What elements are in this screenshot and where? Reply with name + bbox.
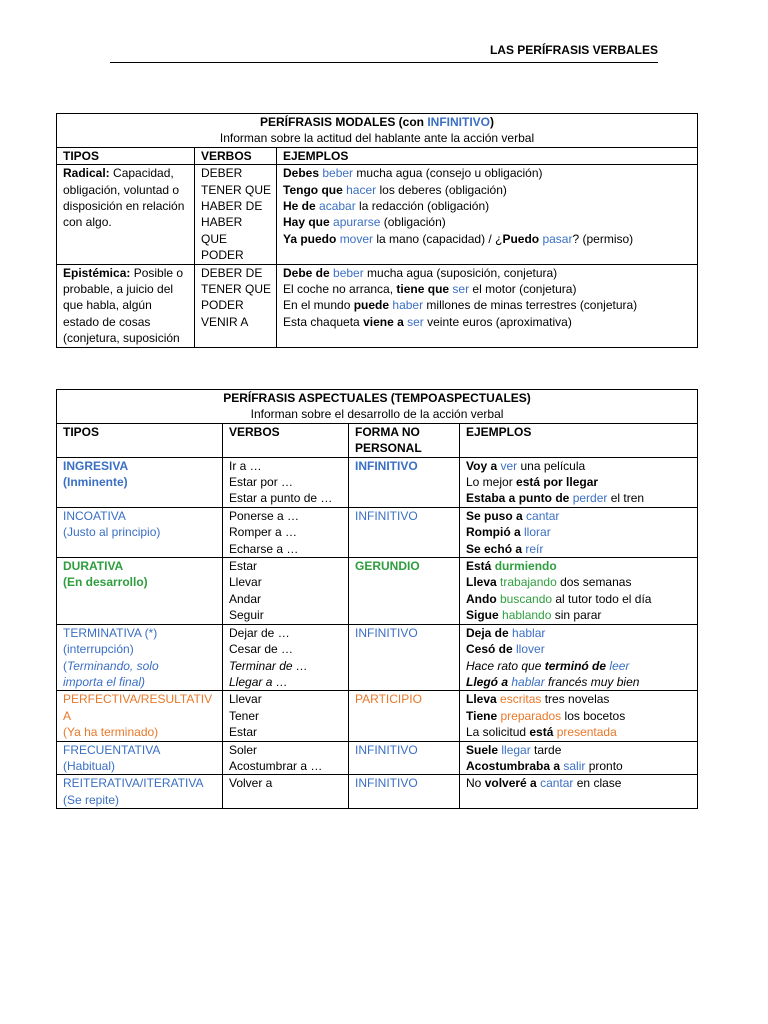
text-segment: Cesó de <box>466 642 517 657</box>
cell-line <box>229 591 342 607</box>
aspect-ejemplos-cell <box>460 741 698 775</box>
text-segment: cantar <box>526 508 560 523</box>
aspect-verbos-cell <box>223 558 349 625</box>
text-segment: tarde <box>530 742 562 757</box>
cell-line <box>229 691 342 707</box>
cell-line <box>229 558 342 574</box>
text-segment: Está <box>466 559 495 574</box>
text-segment: beber <box>322 166 354 181</box>
aspect-row-durativa <box>57 558 698 625</box>
aspect-header-verbos: VERBOS <box>223 423 349 457</box>
text-segment: los bocetos <box>561 708 626 723</box>
text-segment: la mano (capacidad) / ¿ <box>373 231 503 246</box>
text-segment: TERMINATIVA (*) <box>63 625 158 640</box>
text-segment: al tutor todo el día <box>552 591 652 606</box>
text-segment: FRECUENTATIVA <box>63 742 161 757</box>
text-segment: Debe de <box>283 265 334 280</box>
cell-line <box>63 742 216 758</box>
text-segment: pronto <box>585 758 623 773</box>
aspect-tipo-cell <box>57 457 223 507</box>
text-segment: el tren <box>607 491 645 506</box>
document-title: LAS PERÍFRASIS VERBALES <box>489 43 658 57</box>
modal-title-highlight: INFINITIVO <box>427 115 491 129</box>
aspectual-periphrasis-table <box>56 389 698 809</box>
text-segment: escritas <box>500 692 542 707</box>
text-segment: Ir a … <box>229 458 262 473</box>
aspect-row-ingresiva <box>57 457 698 507</box>
cell-line <box>466 691 691 707</box>
cell-line <box>283 182 691 198</box>
text-segment: preparados <box>500 708 562 723</box>
text-segment: Estaba a punto de <box>466 491 573 506</box>
cell-line <box>283 214 691 230</box>
text-segment: (interrupción) <box>63 642 134 657</box>
cell-line <box>466 490 691 506</box>
modal-subtitle: Informan sobre la actitud del hablante ante la acción verbal <box>219 131 535 146</box>
text-segment: ser <box>452 282 470 297</box>
text-segment: pasar <box>542 231 573 246</box>
aspect-body <box>57 457 698 809</box>
text-segment: Lo mejor <box>466 475 517 490</box>
text-segment: en clase <box>573 776 622 791</box>
text-segment: está por llegar <box>516 475 599 490</box>
cell-line <box>229 574 342 590</box>
text-segment: acabar <box>319 199 356 214</box>
modal-ejemplos-cell <box>277 264 698 347</box>
cell-line <box>229 458 342 474</box>
cell-line <box>466 758 691 774</box>
aspect-row-terminativa <box>57 624 698 691</box>
aspect-subtitle: Informan sobre el desarrollo de la acción verbal <box>250 407 504 422</box>
cell-line <box>63 474 216 490</box>
aspect-title-row <box>57 390 698 424</box>
text-segment: importa el final) <box>63 674 146 689</box>
text-segment: Llegar a … <box>229 674 288 689</box>
verb-item: TENER QUE <box>201 282 272 297</box>
text-segment: el motor (conjetura) <box>469 282 577 297</box>
text-segment: Suele <box>466 742 502 757</box>
text-segment: Estar por … <box>229 475 294 490</box>
cell-line <box>229 490 342 506</box>
cell-line <box>283 231 691 247</box>
modal-tipo-text: Posible o probable, a juicio del que habla, algún estado de cosas (conjetura, suposición <box>63 265 184 346</box>
text-segment: dos semanas <box>556 575 632 590</box>
text-segment: (obligación) <box>380 215 446 230</box>
modal-row-radical <box>57 165 698 264</box>
cell-line <box>229 625 342 641</box>
text-segment: hacer <box>346 182 377 197</box>
aspect-title-cell <box>57 390 698 424</box>
verb-item: PODER <box>201 248 244 263</box>
text-segment: una película <box>517 458 586 473</box>
text-segment: Ponerse a … <box>229 508 300 523</box>
cell-line <box>63 691 216 707</box>
text-segment: hablar <box>511 674 545 689</box>
cell-line <box>63 758 216 774</box>
text-segment: tres novelas <box>541 692 610 707</box>
text-segment: Dejar de … <box>229 625 290 640</box>
text-segment: perder <box>572 491 608 506</box>
cell-line <box>229 607 342 623</box>
verb-item: QUE <box>201 231 228 246</box>
cell-line <box>466 742 691 758</box>
text-segment: puede <box>353 298 393 313</box>
aspect-row-reiterativa <box>57 775 698 809</box>
text-segment: Estar <box>229 559 258 574</box>
text-segment: En el mundo <box>283 298 354 313</box>
modal-ejemplos-cell <box>277 165 698 264</box>
text-segment: mucha agua (consejo u obligación) <box>353 166 543 181</box>
text-segment: leer <box>609 658 630 673</box>
aspect-row-incoativa <box>57 507 698 557</box>
cell-line <box>466 508 691 524</box>
text-segment: reír <box>525 541 544 556</box>
aspect-ejemplos-cell <box>460 507 698 557</box>
text-segment: haber <box>392 298 424 313</box>
cell-line <box>283 297 691 313</box>
aspect-header-ejemplos: EJEMPLOS <box>460 423 698 457</box>
cell-line <box>63 658 216 674</box>
cell-line <box>466 558 691 574</box>
text-segment: buscando <box>500 591 553 606</box>
cell-line <box>466 641 691 657</box>
text-segment: Acostumbraba a <box>466 758 564 773</box>
modal-tipo-text: Capacidad, obligación, voluntad o disposición en relación con algo. <box>63 166 185 230</box>
cell-line <box>63 775 216 791</box>
aspect-tipo-cell <box>57 624 223 691</box>
cell-line <box>229 775 342 791</box>
text-segment: (Ya ha terminado) <box>63 725 159 740</box>
text-segment: INFINITIVO <box>355 458 418 473</box>
cell-line <box>466 625 691 641</box>
cell-line <box>229 742 342 758</box>
modal-verbos-cell <box>195 264 277 347</box>
aspect-ejemplos-cell <box>460 691 698 741</box>
aspect-verbos-cell <box>223 775 349 809</box>
modal-title-cell <box>57 114 698 148</box>
text-segment: viene a <box>363 314 408 329</box>
modal-row-epistemica <box>57 264 698 347</box>
aspect-tipo-cell <box>57 775 223 809</box>
modal-header-tipos: TIPOS <box>57 147 195 164</box>
text-segment: veinte euros (aproximativa) <box>423 314 572 329</box>
text-segment: Puedo <box>502 231 543 246</box>
text-segment: (Habitual) <box>63 758 116 773</box>
text-segment: PARTICIPIO <box>355 692 422 707</box>
text-segment: Rompió a <box>466 525 525 540</box>
text-segment: Tengo que <box>283 182 347 197</box>
text-segment: llover <box>516 642 545 657</box>
cell-line <box>466 607 691 623</box>
modal-tipo-cell <box>57 165 195 264</box>
text-segment: Terminando, solo <box>67 658 159 673</box>
cell-line <box>229 541 342 557</box>
text-segment: Se echó a <box>466 541 526 556</box>
text-segment: He de <box>283 199 320 214</box>
aspect-forma-cell <box>349 558 460 625</box>
text-segment: durmiendo <box>494 559 557 574</box>
cell-line <box>466 474 691 490</box>
aspect-ejemplos-cell <box>460 775 698 809</box>
text-segment: hablar <box>512 625 546 640</box>
cell-line <box>229 508 342 524</box>
aspect-forma-cell <box>349 507 460 557</box>
text-segment: Soler <box>229 742 258 757</box>
cell-line <box>63 724 216 740</box>
cell-line <box>466 724 691 740</box>
text-segment: Llevar <box>229 575 262 590</box>
text-segment: GERUNDIO <box>355 559 420 574</box>
aspect-row-perfectiva <box>57 691 698 741</box>
cell-line <box>63 458 216 474</box>
aspect-ejemplos-cell <box>460 624 698 691</box>
aspect-header-tipos: TIPOS <box>57 423 223 457</box>
text-segment: Acostumbrar a … <box>229 758 323 773</box>
aspect-tipo-cell <box>57 558 223 625</box>
modal-header-ejemplos: EJEMPLOS <box>277 147 698 164</box>
aspect-header-forma: FORMA NO PERSONAL <box>349 423 460 457</box>
text-segment: Romper a … <box>229 525 298 540</box>
text-segment: Terminar de … <box>229 658 308 673</box>
text-segment: mucha agua (suposición, conjetura) <box>363 265 558 280</box>
cell-line <box>63 524 216 540</box>
text-segment: Estar <box>229 725 258 740</box>
cell-line <box>466 541 691 557</box>
text-segment: Esta chaqueta <box>283 314 364 329</box>
text-segment: (En desarrollo) <box>63 575 148 590</box>
cell-line <box>466 674 691 690</box>
verb-item: HABER DE <box>201 199 263 214</box>
text-segment: la redacción (obligación) <box>355 199 490 214</box>
cell-line <box>283 198 691 214</box>
aspect-header-row <box>57 423 698 457</box>
cell-line <box>229 474 342 490</box>
aspect-row-frecuentativa <box>57 741 698 775</box>
cell-line <box>283 314 691 330</box>
cell-line <box>63 792 216 808</box>
text-segment: INCOATIVA <box>63 508 126 523</box>
text-segment: A <box>63 708 72 723</box>
text-segment: Se puso a <box>466 508 527 523</box>
text-segment: apurarse <box>333 215 381 230</box>
aspect-verbos-cell <box>223 507 349 557</box>
aspect-verbos-cell <box>223 691 349 741</box>
text-segment: (Justo al principio) <box>63 525 161 540</box>
cell-line <box>466 775 691 791</box>
aspect-verbos-cell <box>223 741 349 775</box>
modal-verbos-cell <box>195 165 277 264</box>
text-segment: beber <box>333 265 364 280</box>
aspect-title: PERÍFRASIS ASPECTUALES (TEMPOASPECTUALES) <box>223 391 531 405</box>
text-segment: ? (permiso) <box>572 231 634 246</box>
text-segment: El coche no arranca, <box>283 282 397 297</box>
text-segment: volveré a <box>484 776 541 791</box>
text-segment: millones de minas terrestres (conjetura) <box>423 298 638 313</box>
text-segment: cantar <box>540 776 574 791</box>
verb-item: DEBER DE <box>201 265 263 280</box>
text-segment: terminó de <box>544 658 610 673</box>
aspect-forma-cell <box>349 691 460 741</box>
text-segment: REITERATIVA/ITERATIVA <box>63 776 204 791</box>
text-segment: Lleva <box>466 575 501 590</box>
text-segment: Seguir <box>229 608 264 623</box>
text-segment: PERFECTIVA/RESULTATIV <box>63 692 213 707</box>
text-segment: INGRESIVA <box>63 458 129 473</box>
verb-item: PODER <box>201 298 244 313</box>
cell-line <box>466 658 691 674</box>
modal-header-verbos: VERBOS <box>195 147 277 164</box>
modal-tipo-label: Radical: <box>63 166 110 181</box>
text-segment: INFINITIVO <box>355 776 418 791</box>
text-segment: sin parar <box>551 608 602 623</box>
text-segment: está <box>529 725 557 740</box>
cell-line <box>229 674 342 690</box>
text-segment: tiene que <box>396 282 453 297</box>
text-segment: Hace rato que <box>466 658 545 673</box>
cell-line <box>283 165 691 181</box>
text-segment: los deberes (obligación) <box>376 182 507 197</box>
text-segment: (Inminente) <box>63 475 128 490</box>
cell-line <box>466 524 691 540</box>
aspect-tipo-cell <box>57 691 223 741</box>
text-segment: Echarse a … <box>229 541 299 556</box>
aspect-forma-cell <box>349 741 460 775</box>
text-segment: presentada <box>556 725 617 740</box>
text-segment: DURATIVA <box>63 559 124 574</box>
text-segment: llegar <box>501 742 531 757</box>
aspect-forma-cell <box>349 457 460 507</box>
cell-line <box>63 574 216 590</box>
text-segment: Andar <box>229 591 262 606</box>
text-segment: La solicitud <box>466 725 530 740</box>
cell-line <box>466 708 691 724</box>
modal-title-suffix: ) <box>490 115 495 129</box>
text-segment: No <box>466 776 485 791</box>
text-segment: Sigue <box>466 608 503 623</box>
aspect-tipo-cell <box>57 507 223 557</box>
verb-item: VENIR A <box>201 314 249 329</box>
text-segment: Estar a punto de … <box>229 491 333 506</box>
text-segment: Lleva <box>466 692 501 707</box>
aspect-forma-cell <box>349 775 460 809</box>
cell-line <box>466 574 691 590</box>
modal-title <box>260 115 494 129</box>
text-segment: francés muy bien <box>544 674 640 689</box>
modal-header-row <box>57 147 698 164</box>
cell-line <box>466 591 691 607</box>
text-segment: Llevar <box>229 692 262 707</box>
verb-item: TENER QUE <box>201 182 272 197</box>
text-segment: hablando <box>502 608 552 623</box>
aspect-tipo-cell <box>57 741 223 775</box>
aspect-ejemplos-cell <box>460 558 698 625</box>
cell-line <box>229 524 342 540</box>
text-segment: INFINITIVO <box>355 508 418 523</box>
text-segment: INFINITIVO <box>355 625 418 640</box>
modal-periphrasis-table <box>56 113 698 348</box>
cell-line <box>63 674 216 690</box>
text-segment: Ya puedo <box>283 231 340 246</box>
text-segment: Hay que <box>283 215 334 230</box>
text-segment: salir <box>563 758 586 773</box>
text-segment: ser <box>407 314 424 329</box>
cell-line <box>466 458 691 474</box>
cell-line <box>63 625 216 641</box>
cell-line <box>63 558 216 574</box>
cell-line <box>63 708 216 724</box>
aspect-verbos-cell <box>223 457 349 507</box>
modal-title-prefix: PERÍFRASIS MODALES (con <box>260 115 428 129</box>
text-segment: Volver a <box>229 776 273 791</box>
verb-item: HABER <box>201 215 243 230</box>
cell-line <box>63 641 216 657</box>
text-segment: trabajando <box>500 575 557 590</box>
aspect-forma-cell <box>349 624 460 691</box>
cell-line <box>229 641 342 657</box>
modal-title-row <box>57 114 698 148</box>
text-segment: Deja de <box>466 625 513 640</box>
text-segment: Voy a <box>466 458 501 473</box>
modal-tipo-label: Epistémica: <box>63 265 131 280</box>
cell-line <box>229 708 342 724</box>
cell-line <box>229 724 342 740</box>
cell-line <box>229 758 342 774</box>
aspect-verbos-cell <box>223 624 349 691</box>
text-segment: Debes <box>283 166 323 181</box>
text-segment: Ando <box>466 591 500 606</box>
text-segment: mover <box>339 231 374 246</box>
text-segment: ver <box>500 458 518 473</box>
modal-tipo-cell <box>57 264 195 347</box>
page-header <box>110 42 658 63</box>
verb-item: DEBER <box>201 166 243 181</box>
text-segment: Llegó a <box>466 674 512 689</box>
text-segment: INFINITIVO <box>355 742 418 757</box>
aspect-ejemplos-cell <box>460 457 698 507</box>
text-segment: (Se repite) <box>63 792 120 807</box>
cell-line <box>229 658 342 674</box>
text-segment: llorar <box>524 525 551 540</box>
text-segment: Cesar de … <box>229 642 294 657</box>
text-segment: ( <box>63 658 67 673</box>
cell-line <box>283 281 691 297</box>
cell-line <box>283 265 691 281</box>
text-segment: Tener <box>229 708 260 723</box>
cell-line <box>63 508 216 524</box>
text-segment: Tiene <box>466 708 501 723</box>
